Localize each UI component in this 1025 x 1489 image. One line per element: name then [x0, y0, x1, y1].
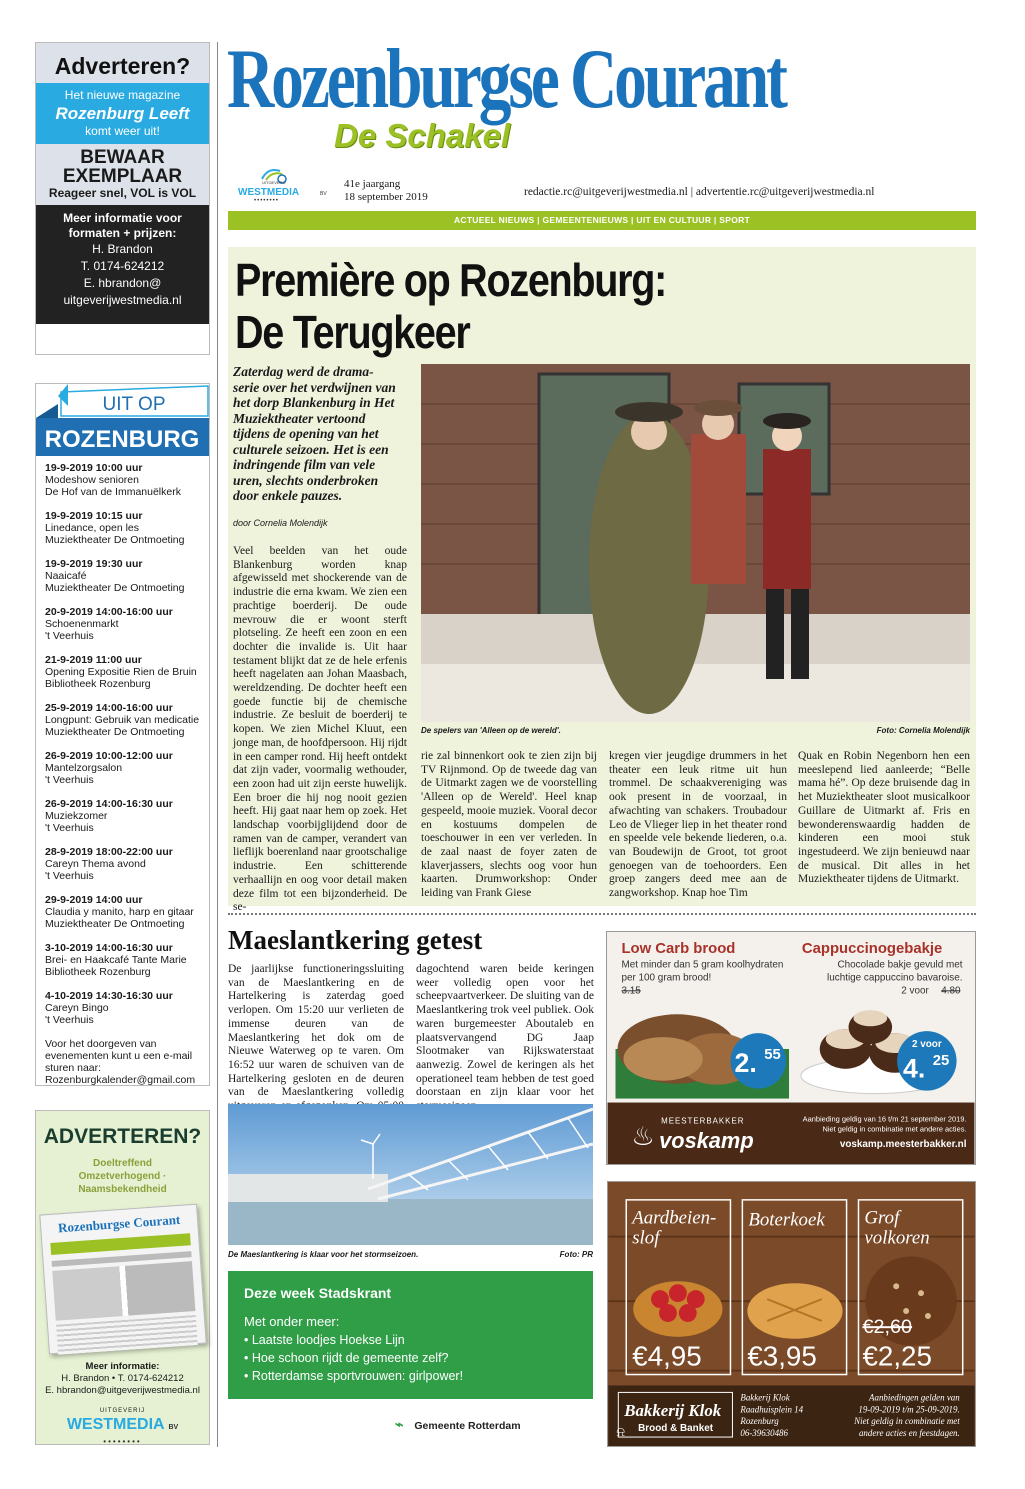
- lead-col-4: Quak en Robin Negenborn hen een meeslepend lied aanleerde; “Belle mama hé”. Op deze bruisende dag in het Muziektheater sloot musicalkoor Guillare de Uitmarkt af. Fris en bewonderenswaardig hadden de kinderen een mooi stuk ingestudeerd. We zijn benieuwd naar de musical. Dit alles in het Muziektheater tijdens de Uitmarkt.: [798, 750, 970, 886]
- klok-addr2: Raadhuisplein 14: [740, 1404, 804, 1415]
- klok-p3-old: €2,60: [862, 1315, 913, 1338]
- event-item: [45, 846, 205, 882]
- event-date: 19-9-2019 10:00 uur: [45, 462, 143, 474]
- keep-line1: BEWAAR: [80, 147, 165, 168]
- event-item: [45, 702, 205, 738]
- stadskrant-item-text: Rotterdamse sportvrouwen: girlpower!: [251, 1369, 464, 1383]
- stadskrant-item-text: Laatste loodjes Hoekse Lijn: [251, 1333, 405, 1347]
- adverteren2-info-title: Meer informatie:: [85, 1361, 160, 1372]
- klok-p2-price: €3,95: [747, 1340, 817, 1372]
- maeslant-headline: Maeslantkering getest: [228, 925, 483, 955]
- klok-p3-price: €2,25: [862, 1340, 932, 1372]
- gemeente-name: Gemeente Rotterdam: [414, 1420, 521, 1432]
- voskamp-p1-title: Low Carb brood: [621, 940, 736, 957]
- voskamp-brand: voskamp: [659, 1128, 754, 1154]
- stadskrant-item: [244, 1331, 577, 1349]
- stadskrant-item: [244, 1349, 577, 1367]
- event-date: 25-9-2019 14:00-16:00 uur: [45, 702, 173, 714]
- voskamp-p1-old: 3.15: [621, 985, 641, 997]
- klok-brand1: Bakkerij Klok: [624, 1401, 722, 1421]
- adverteren2-info-line2: E. hbrandon@uitgeverijwestmedia.nl: [45, 1385, 200, 1396]
- section-nav[interactable]: ACTUEEL NIEUWS | GEMEENTENIEUWS | UIT EN CULTUUR | SPORT: [228, 211, 976, 230]
- adverteren2-sub: [36, 1157, 209, 1196]
- voskamp-p1-desc2: per 100 gram brood!: [621, 972, 712, 984]
- maeslant-caption-text: De Maeslantkering is klaar voor het stormseizoen.: [228, 1250, 419, 1259]
- logo-bv-text: BV: [320, 191, 327, 197]
- event-desc: Naaicafé Muziektheater De Ontmoeting: [45, 570, 185, 594]
- magazine-name: Rozenburg Leeft: [55, 104, 190, 123]
- voskamp-p2-deal: 2 voor: [901, 985, 929, 997]
- logo-main-text: WESTMEDIA: [238, 187, 300, 198]
- voskamp-valid2: Niet geldig in combinatie met andere acties.: [822, 1124, 967, 1134]
- klok-valid3: Niet geldig in combinatie met: [854, 1416, 960, 1427]
- event-item: [45, 750, 205, 786]
- stadskrant-subtitle: Met onder meer:: [244, 1314, 340, 1329]
- maeslant-caption: [228, 1250, 593, 1259]
- issue-date: 18 september 2019: [344, 191, 428, 203]
- magazine-line2: komt weer uit!: [85, 124, 160, 138]
- voskamp-p2-desc2: luchtige cappuccino bavaroise.: [827, 972, 963, 984]
- uit-banner-main: ROZENBURG: [44, 426, 200, 453]
- event-list: [45, 462, 205, 1086]
- maeslant-col-2: dagochtend waren beide keringen weer volledig open voor het scheepvaartverkeer. De sluiting van de Maeslantkering trok veel publiek. Ook waren burgemeester Aboutaleb en plaatsvervangend DG Jaap Slootmaker van Rijkswaterstaat aanwezig. Zowel de keringen als het operationeel team hebben de test goed doorstaan en zijn klaar voor het: [416, 963, 594, 1099]
- uit-op-rozenburg: [35, 383, 210, 1086]
- bullet-icon: •: [244, 1369, 252, 1383]
- volume: 41e jaargang: [344, 178, 401, 190]
- stadskrant-item: [244, 1367, 577, 1385]
- adverteren-box: [35, 42, 210, 355]
- event-date: 26-9-2019 10:00-12:00 uur: [45, 750, 173, 762]
- klok-valid1: Aanbiedingen gelden van: [869, 1392, 960, 1403]
- stadskrant-box[interactable]: [228, 1271, 593, 1399]
- westmedia-logo: [228, 167, 334, 203]
- klok-addr4: 06-39630486: [740, 1428, 788, 1439]
- masthead-subtitle: De Schakel: [334, 117, 511, 154]
- voskamp-p2-old: 4.80: [941, 985, 961, 997]
- klok-p1-name2: slof: [632, 1227, 660, 1249]
- stadskrant-item-text: Hoe schoon rijdt de gemeente zelf?: [251, 1351, 449, 1365]
- lead-headline-2: De Terugkeer: [235, 306, 470, 358]
- event-desc: Opening Expositie Rien de Bruin Bibliotheek Rozenburg: [45, 666, 197, 690]
- adverteren2-info-line1: H. Brandon • T. 0174-624212: [61, 1373, 184, 1384]
- event-desc: Schoenenmarkt 't Veerhuis: [45, 618, 119, 642]
- adverteren-title: Adverteren?: [36, 43, 209, 83]
- event-footer: Voor het doorgeven van evenementen kunt u een e-mail sturen naar:: [45, 1038, 193, 1074]
- volume-date: [344, 178, 428, 204]
- event-date: 19-9-2019 10:15 uur: [45, 510, 143, 522]
- event-desc: Linedance, open les Muziektheater De Ontmoeting: [45, 522, 185, 546]
- event-date: 3-10-2019 14:00-16:30 uur: [45, 942, 173, 954]
- event-desc: Claudia y manito, harp en gitaar Muziektheater De Ontmoeting: [45, 906, 194, 930]
- event-date: 19-9-2019 19:30 uur: [45, 558, 143, 570]
- svg-text:••••••••: ••••••••: [254, 198, 279, 203]
- more-info-label: Meer informatie voor formaten + prijzen:: [63, 211, 182, 240]
- klok-p1-price: €4,95: [632, 1340, 702, 1372]
- wm-logo-top: UITGEVERIJ: [99, 1408, 146, 1414]
- voskamp-p2-badge-top: 2 voor: [911, 1039, 942, 1051]
- event-desc: Brei- en Haakcafé Tante Marie Bibliotheek Rozenburg: [45, 954, 187, 978]
- contact-email-2: uitgeverijwestmedia.nl: [63, 293, 182, 307]
- lead-headline-1: Première op Rozenburg:: [235, 254, 667, 306]
- klok-p3-name1: Grof: [864, 1207, 900, 1229]
- rotterdam-lion-icon: ⌁: [395, 1416, 404, 1432]
- maeslant-photo-credit: Foto: PR: [559, 1250, 593, 1259]
- adverteren2-title: ADVERTEREN?: [43, 1125, 202, 1148]
- uit-banner-graphic: [36, 384, 209, 456]
- maeslant-photo: [228, 1104, 593, 1245]
- lead-article: [228, 247, 976, 914]
- wm-logo: [36, 1417, 209, 1436]
- event-desc: Longpunt: Gebruik van medicatie Muziektheater De Ontmoeting: [45, 714, 200, 738]
- maeslant-col-1: De jaarlijkse functioneringssluiting van de Maeslantkering en de Hartelkering is zaterdag goed verlopen. Om 15:20 uur verlieten de immense deuren van de Maeslantkering het dok om de Nieuwe Waterweg op te varen. Om 16:52 uur waren de schuiven van de Hartelkering gesloten en de deuren van de Maeslantkering volledig: [228, 963, 404, 1099]
- klok-brand2: Brood & Banket: [638, 1423, 714, 1435]
- stadskrant-list: [244, 1331, 577, 1385]
- lead-photo-credit: Foto: Cornelia Molendijk: [876, 726, 970, 735]
- voskamp-p2-price-cents: 25: [932, 1052, 950, 1069]
- contact-phone: T. 0174-624212: [80, 259, 165, 273]
- bullet-icon: •: [244, 1351, 252, 1365]
- event-desc: Modeshow senioren De Hof van de Immanuëlkerk: [45, 474, 181, 498]
- wm-logo-main: WESTMEDIA: [66, 1416, 164, 1433]
- event-date: 29-9-2019 14:00 uur: [45, 894, 143, 906]
- dotted-divider: [228, 913, 976, 915]
- event-item: [45, 654, 205, 690]
- magazine-promo: [36, 83, 209, 144]
- event-item: [45, 990, 205, 1026]
- column-divider: [217, 42, 218, 1447]
- lead-col-1: Veel beelden van het oude Blankenburg worden knap afgewisseld met shockerende van de industrie die erna kwam. We zien een prachtige boerderij. De oude mevrouw die er woont sterft plotseling. Ze heeft een zoon en een dochter die invalide is. Uit haar testament blijkt dat ze de hele erfenis heeft nagelaten aan Johan Maasbach, wereldzending. De dochter heeft een goede functie bij de chemische industrie. Ze besluit de boerderij te kopen. We zien Michel Kluut, een jonge man, de hoofdpersoon. Hij rijdt in een camper rond. Hij heeft ontdekt dat zijn vader, voormalig wethouder, een zoon had uit zijn eerste huwelijk. Een broer die hij nog nooit gezien heeft. Hij gaat naar hem op zoek. Het landschap voorbijglijdend door de ramen van de camper, verandert van lieflijk boerenland naar grootschalige industrie. Een schitterende verhaallijn en oog voor detail maken deze film tot een bijzonderheid. De se-: [233, 545, 407, 914]
- event-desc: Careyn Thema avond 't Veerhuis: [45, 858, 146, 882]
- klok-p2-name: Boterkoek: [748, 1209, 825, 1231]
- event-date: 28-9-2019 18:00-22:00 uur: [45, 846, 173, 858]
- lead-byline: door Cornelia Molendijk: [233, 518, 328, 528]
- gemeente-rotterdam-logo: [395, 1416, 595, 1436]
- bakkerij-klok-ad[interactable]: [607, 1181, 976, 1447]
- contact-email-1: E. hbrandon@: [83, 276, 162, 290]
- contact-name: H. Brandon: [92, 242, 153, 256]
- klok-p1-name1: Aardbeien-: [632, 1207, 717, 1229]
- baker-hat-icon: ♨: [631, 1123, 655, 1152]
- klok-addr1: Bakkerij Klok: [740, 1392, 790, 1403]
- event-date: 21-9-2019 11:00 uur: [45, 654, 142, 666]
- keep-line3: Reageer snel, VOL is VOL: [48, 186, 197, 200]
- wm-logo-bv: BV: [168, 1424, 179, 1431]
- contact-block: [36, 205, 209, 324]
- wm-dots: ••••••••: [103, 1437, 142, 1446]
- voskamp-valid1: Aanbieding geldig van 16 t/m 21 september 2019.: [802, 1114, 967, 1124]
- event-item: [45, 942, 205, 978]
- event-desc: Muziekzomer 't Veerhuis: [45, 810, 108, 834]
- bullet-icon: •: [244, 1333, 252, 1347]
- event-item: [45, 606, 205, 642]
- adverteren2-sub1: Doeltreffend: [93, 1158, 152, 1169]
- adverteren2-sub2: Omzetverhogend · Naamsbekendheid: [78, 1171, 167, 1195]
- voskamp-p2-desc1: Chocolade bakje gevuld met: [837, 959, 963, 971]
- keep-line2: EXEMPLAAR: [62, 166, 183, 187]
- event-desc: Mantelzorgsalon 't Veerhuis: [45, 762, 123, 786]
- voskamp-p1-desc1: Met minder dan 5 gram koolhydraten: [621, 959, 784, 971]
- lead-photo-caption: [421, 726, 970, 735]
- klok-addr3: Rozenburg: [740, 1416, 779, 1427]
- adverteren-box-2: [35, 1110, 210, 1445]
- klok-valid2: 19-09-2019 t/m 25-09-2019.: [858, 1404, 960, 1415]
- event-item: [45, 510, 205, 546]
- event-desc: Careyn Bingo 't Veerhuis: [45, 1002, 109, 1026]
- bell-icon: ⍾: [616, 1424, 625, 1440]
- uit-banner-top: UIT OP: [102, 394, 166, 415]
- event-item: [45, 798, 205, 834]
- event-item: [45, 462, 205, 498]
- event-date: 4-10-2019 14:30-16:30 uur: [45, 990, 173, 1002]
- voskamp-brand-top: MEESTERBAKKER: [661, 1116, 745, 1126]
- klok-valid4: andere acties en feestdagen.: [858, 1428, 960, 1439]
- event-email[interactable]: Rozenburgkalender@gmail.com: [45, 1074, 196, 1086]
- masthead-title: Rozenburgse Courant: [227, 32, 785, 126]
- logo-top-text: UITGEVERIJ: [262, 180, 286, 185]
- stadskrant-title: Deze week Stadskrant: [244, 1285, 392, 1301]
- adverteren2-info: [36, 1361, 209, 1448]
- klok-p3-name2: volkoren: [864, 1227, 930, 1249]
- event-item: [45, 894, 205, 930]
- newspaper-illustration: [39, 1204, 206, 1355]
- lead-caption-text: De spelers van 'Alleen op de wereld'.: [421, 726, 561, 735]
- voskamp-url[interactable]: voskamp.meesterbakker.nl: [839, 1139, 967, 1151]
- voskamp-p2-price-main: 4.: [903, 1053, 926, 1084]
- paper-title: Rozenburgse Courant: [57, 1211, 181, 1236]
- magazine-line1: Het nieuwe magazine: [64, 88, 181, 102]
- lead-headline: [235, 254, 768, 358]
- voskamp-p1-price-cents: 55: [764, 1046, 781, 1063]
- theatre-photo: [421, 364, 970, 722]
- contact-emails[interactable]: redactie.rc@uitgeverijwestmedia.nl | advertentie.rc@uitgeverijwestmedia.nl: [524, 186, 875, 198]
- event-date: 26-9-2019 14:00-16:30 uur: [45, 798, 173, 810]
- event-item: [45, 558, 205, 594]
- masthead-info: [228, 167, 968, 207]
- lead-col-3: kregen vier jeugdige drummers in het theater een leuk ritme uit hun trommel. De schaakvereniging was ook present in de voorzaal, in afwachting van schakers. Troubadour Leo de Vlieger liep in het theater rond en speelde vele bekende liederen, o.a. van Boudewijn de Groot, tot groot genoegen van de toehoorders. Een groep zangers deed mee aan de zangworkshop. Knap hoe Tim: [609, 750, 787, 900]
- bewaar-exemplaar: [36, 144, 209, 205]
- lead-col-2: rie zal binnenkort ook te zien zijn bij TV Rijnmond. Op de tweede dag van de Uitmarkt zagen we de voorstelling 'Alleen op de Wereld'. Heel knap gespeeld, mooie muziek. Vooral decor en kostuums dompelen de toeschouwer in een ver verleden. In de zaal naast de foyer zaten de klaverjassers, slechts oog voor hun kaarten. Drumworkshop: Onder leiding van Frank Giese: [421, 750, 597, 900]
- voskamp-p2-title: Cappuccinogebakje: [801, 940, 943, 957]
- lead-intro: Zaterdag werd de drama-serie over het verdwijnen van het dorp Blankenburg in Het Muziektheater vertoond tijdens de opening van het culturele seizoen. Het is een indringende film van vele uren, slechts onderbroken door enkele pauzes.: [233, 364, 396, 503]
- voskamp-ad[interactable]: [606, 931, 976, 1165]
- event-date: 20-9-2019 14:00-16:00 uur: [45, 606, 173, 618]
- voskamp-p1-price-main: 2.: [734, 1047, 757, 1078]
